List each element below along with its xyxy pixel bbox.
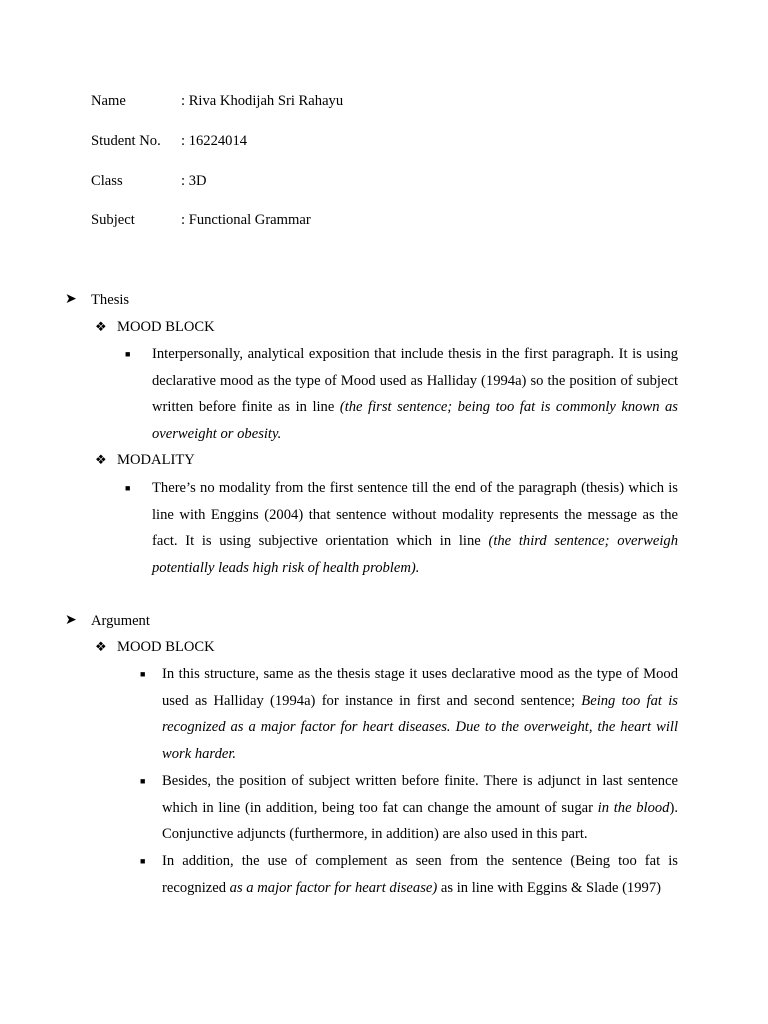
student-no-label: Student No. bbox=[91, 133, 161, 149]
thesis-modality-paragraph bbox=[125, 475, 678, 582]
argument-paragraph-1 bbox=[140, 661, 678, 768]
argument-paragraph-2 bbox=[140, 768, 678, 848]
square-bullet-icon: ■ bbox=[140, 856, 146, 866]
argument-p2-text-end: ). Conjunctive adjuncts (furthermore, in addition) are also used in this part. bbox=[162, 799, 678, 843]
arrow-bullet-icon: ➤ bbox=[65, 613, 77, 628]
arrow-bullet-icon: ➤ bbox=[65, 292, 77, 307]
thesis-title: Thesis bbox=[91, 292, 130, 308]
argument-p2-emphasis: in the blood bbox=[597, 799, 670, 816]
thesis-mood-example: (the first sentence; being too fat is commonly known as overweight or obesity. bbox=[152, 399, 678, 443]
thesis-mood-text: Interpersonally, analytical exposition that include thesis in the first paragraph. It is using declarative mood as the type of Mood used as Halliday (1994a) so the position of subject written before finite as in line bbox=[152, 346, 678, 416]
subject-value: : Functional Grammar bbox=[181, 212, 311, 228]
argument-p3-text: In addition, the use of complement as seen from the sentence (Being too fat is recognized bbox=[162, 853, 678, 896]
class-value: : 3D bbox=[181, 173, 207, 189]
argument-mood-title: MOOD BLOCK bbox=[117, 639, 215, 655]
square-bullet-icon: ■ bbox=[125, 483, 131, 493]
diamond-bullet-icon: ❖ bbox=[95, 319, 107, 334]
square-bullet-icon: ■ bbox=[125, 349, 131, 359]
thesis-mood-heading bbox=[95, 317, 215, 337]
diamond-bullet-icon: ❖ bbox=[95, 452, 107, 467]
diamond-bullet-icon: ❖ bbox=[95, 639, 107, 654]
thesis-modality-heading bbox=[95, 450, 195, 470]
thesis-mood-title: MOOD BLOCK bbox=[117, 319, 215, 335]
square-bullet-icon: ■ bbox=[140, 669, 146, 679]
thesis-modality-title: MODALITY bbox=[117, 452, 195, 468]
name-label: Name bbox=[91, 93, 126, 109]
name-value: : Riva Khodijah Sri Rahayu bbox=[181, 93, 344, 109]
thesis-modality-example: (the third sentence; overweigh potentially leads high risk of health problem). bbox=[152, 533, 678, 577]
argument-p1-example: Being too fat is recognized as a major factor for heart diseases. Due to the overweight, the heart will work harder. bbox=[162, 692, 678, 763]
argument-p3-emphasis: as a major factor for heart disease) bbox=[229, 879, 438, 896]
square-bullet-icon: ■ bbox=[140, 776, 146, 786]
class-label: Class bbox=[91, 173, 123, 189]
thesis-modality-text: There’s no modality from the first sentence till the end of the paragraph (thesis) which is line with Enggins (2004) that sentence without modality represents the message as the fact. It is using subjective orientation which in line bbox=[152, 480, 678, 550]
argument-mood-heading bbox=[95, 637, 215, 657]
argument-p2-text: Besides, the position of subject written before finite. There is adjunct in last sentence which in line (in addition, being too fat can change the amount of sugar bbox=[162, 773, 678, 816]
thesis-heading bbox=[65, 290, 130, 310]
thesis-mood-paragraph bbox=[125, 341, 678, 448]
student-no-value: : 16224014 bbox=[181, 133, 248, 149]
subject-label: Subject bbox=[91, 212, 135, 228]
argument-paragraph-3 bbox=[140, 848, 678, 901]
argument-p3-text-end: as in line with Eggins & Slade (1997) bbox=[437, 879, 661, 896]
argument-p1-text: In this structure, same as the thesis stage it uses declarative mood as the type of Mood used as Halliday (1994a) for instance in first and second sentence; bbox=[162, 666, 678, 709]
argument-title: Argument bbox=[91, 613, 150, 629]
argument-heading bbox=[65, 611, 150, 631]
